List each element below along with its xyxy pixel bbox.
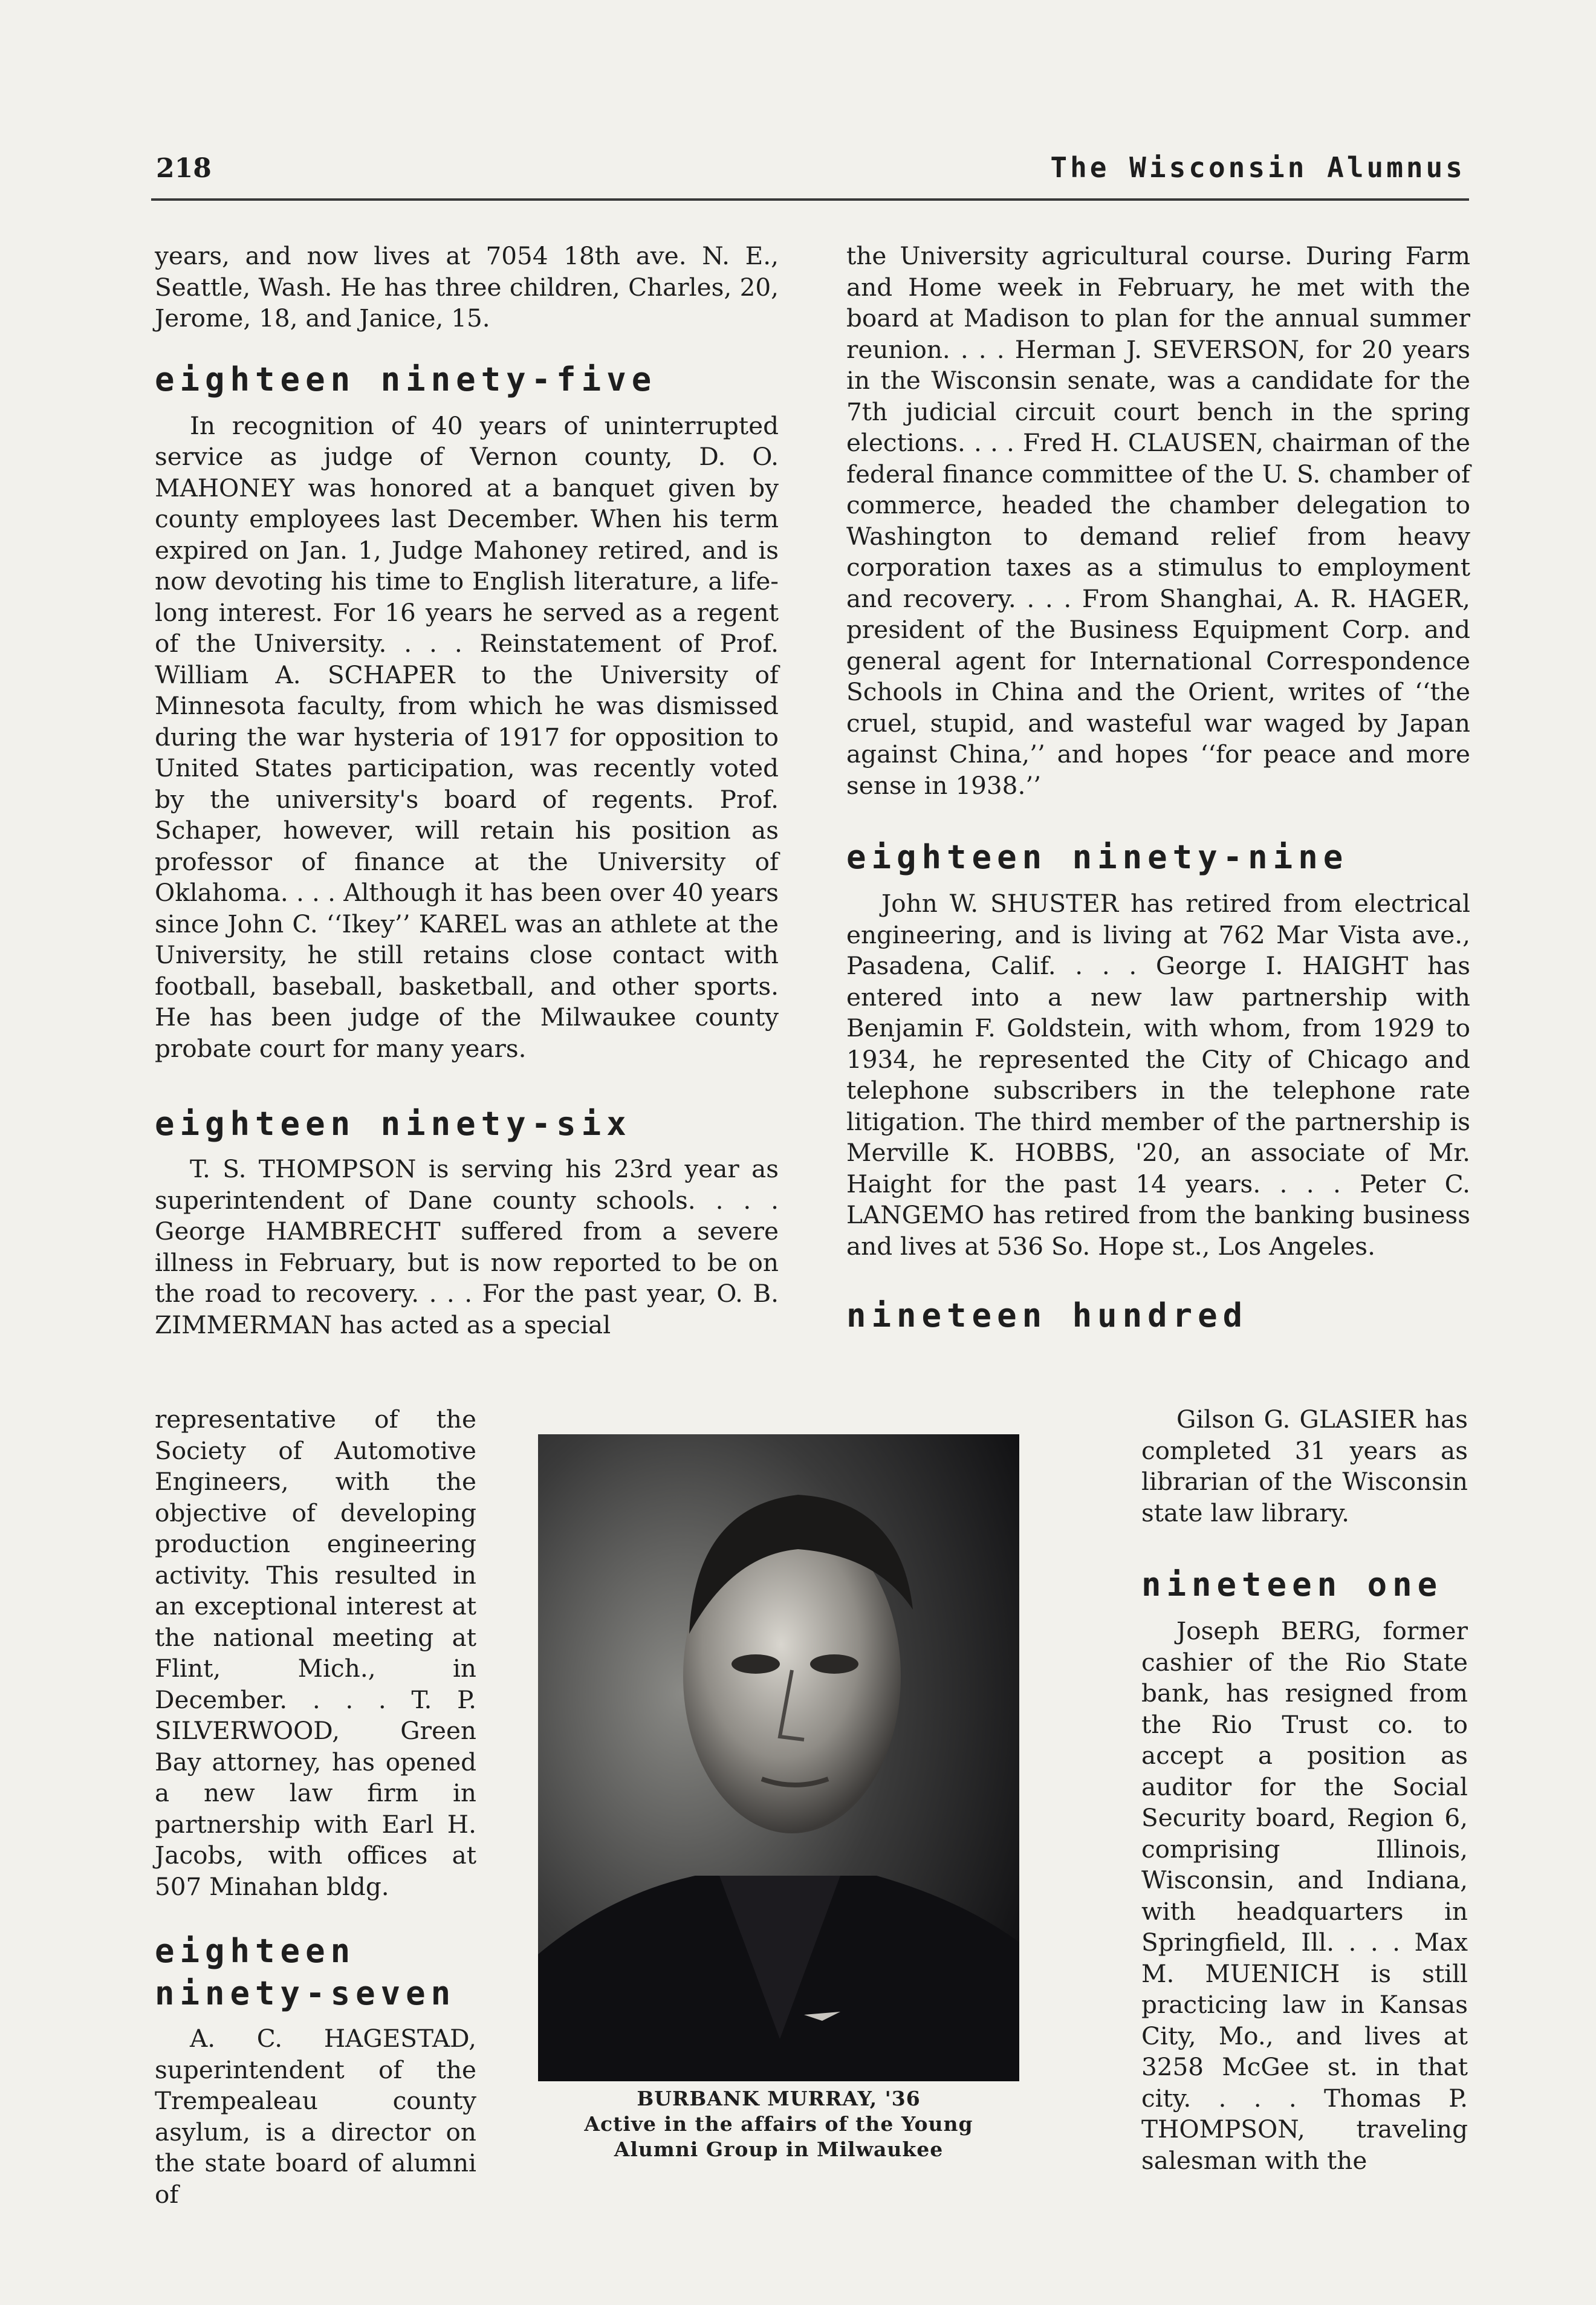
heading-1901: nineteen one xyxy=(1141,1565,1443,1604)
heading-1899: eighteen ninety-nine xyxy=(846,838,1349,876)
heading-1896: eighteen ninety-six xyxy=(155,1105,632,1143)
portrait-illustration xyxy=(538,1434,1019,2081)
paragraph-1900: Gilson G. GLASIER has completed 31 years as librarian of the Wisconsin state law library. xyxy=(1141,1405,1468,1527)
header-rule xyxy=(151,198,1469,201)
paragraph-1901: Joseph BERG, former cashier of the Rio State bank, has resigned from the Rio Trust co. to accept a position as auditor for the Social Security board, Region 6, comprising Illinois, Wisconsin, and Indiana, with headquarters in Springfield, Ill. . . . Max M. MUENICH is still practicing law in Kansas City, Mo., and lives at 3258 McGee st. in that city. . . . Thomas P. THOMPSON, traveling salesman with the xyxy=(1141,1616,1468,2175)
running-title: The Wisconsin Alumnus xyxy=(1050,151,1465,184)
page-header xyxy=(156,143,1465,191)
continued-paragraph: years, and now lives at 7054 18th ave. N. E., Seattle, Wash. He has three children, Charles, 20, Jerome, 18, and Janice, 15. xyxy=(155,241,779,333)
paragraph-1895: In recognition of 40 years of uninterrupted service as judge of Vernon county, D. O. MAHONEY was honored at a banquet given by county employees last December. When his term expired on Jan. 1, Judge Mahoney retired, and is now devoting his time to English literature, a life-long interest. For 16 years he served as a regent of the University. . . . Reinstatement of Prof. William A. SCHAPER to the University of Minnesota faculty, from which he was dismissed during the war hysteria of 1917 for opposition to United States participation, was recently voted by the university's board of regents. Prof. Schaper, however, will retain his position as professor of finance at the University of Oklahoma. . . . Although it has been over 40 years since John C. ‘‘Ikey’’ KAREL was an athlete at the University, he still retains close contact with football, baseball, basketball, and other sports. He has been judge of the Milwaukee county probate court for many years. xyxy=(155,411,779,1063)
caption-line-2: Alumni Group in Milwaukee xyxy=(614,2138,944,2161)
column-right-top xyxy=(846,241,1470,1337)
paragraph-1897: A. C. HAGESTAD, superintendent of the Trempealeau county asylum, is a director on the state board of alumni of xyxy=(155,2024,476,2209)
paragraph-1896-continued: representative of the Society of Automotive Engineers, with the objective of developing production engineering activity. This resulted in an exceptional interest at the national meeting at Flint, Mich., in December. . . . T. P. SILVERWOOD, Green Bay attorney, has opened a new law firm in partnership with Earl H. Jacobs, with offices at 507 Minahan bldg. xyxy=(155,1405,476,1901)
caption-line-1: Active in the affairs of the Young xyxy=(584,2112,973,2136)
column-right-narrow xyxy=(1141,1404,1468,2176)
column-left-narrow xyxy=(155,1404,476,2210)
heading-1897-line1: eighteen xyxy=(155,1932,356,1970)
portrait-photo xyxy=(538,1434,1019,2081)
heading-1900: nineteen hundred xyxy=(846,1296,1248,1335)
caption-name: BURBANK MURRAY, '36 xyxy=(637,2087,921,2110)
heading-1897-line2: ninety-seven xyxy=(155,1974,456,2012)
column-left-top xyxy=(155,241,779,1341)
paragraph-1899: John W. SHUSTER has retired from electrical engineering, and is living at 762 Mar Vista ave., Pasadena, Calif. . . . George I. HAIGHT has entered into a new law partnership with Benjamin F. Goldstein, with whom, from 1929 to 1934, he represented the City of Chicago and telephone subscribers in the telephone rate litigation. The third member of the partnership is Merville K. HOBBS, '20, an associate of Mr. Haight for the past 14 years. . . . Peter C. LANGEMO has retired from the banking business and lives at 536 So. Hope st., Los Angeles. xyxy=(846,889,1470,1261)
heading-1895: eighteen ninety-five xyxy=(155,360,657,398)
continued-paragraph-right: the University agricultural course. During Farm and Home week in February, he met with the board at Madison to plan for the annual summer reunion. . . . Herman J. SEVERSON, for 20 years in the Wisconsin senate, was a candidate for the 7th judicial circuit court bench in the spring elections. . . . Fred H. CLAUSEN, chairman of the federal finance committee of the U. S. chamber of commerce, headed the chamber delegation to Washington to demand relief from heavy corporation taxes as a stimulus to employment and recovery. . . . From Shanghai, A. R. HAGER, president of the Business Equipment Corp. and general agent for International Correspondence Schools in China and the Orient, writes of ‘‘the cruel, stupid, and wasteful war waged by Japan against China,’’ and hopes ‘‘for peace and more sense in 1938.’’ xyxy=(846,241,1470,800)
page-number: 218 xyxy=(156,153,212,184)
photo-caption xyxy=(538,2086,1019,2162)
paragraph-1896: T. S. THOMPSON is serving his 23rd year as superintendent of Dane county schools. . . . George HAMBRECHT suffered from a severe illness in February, but is now reported to be on the road to recovery. . . . For the past year, O. B. ZIMMERMAN has acted as a special xyxy=(155,1154,779,1339)
